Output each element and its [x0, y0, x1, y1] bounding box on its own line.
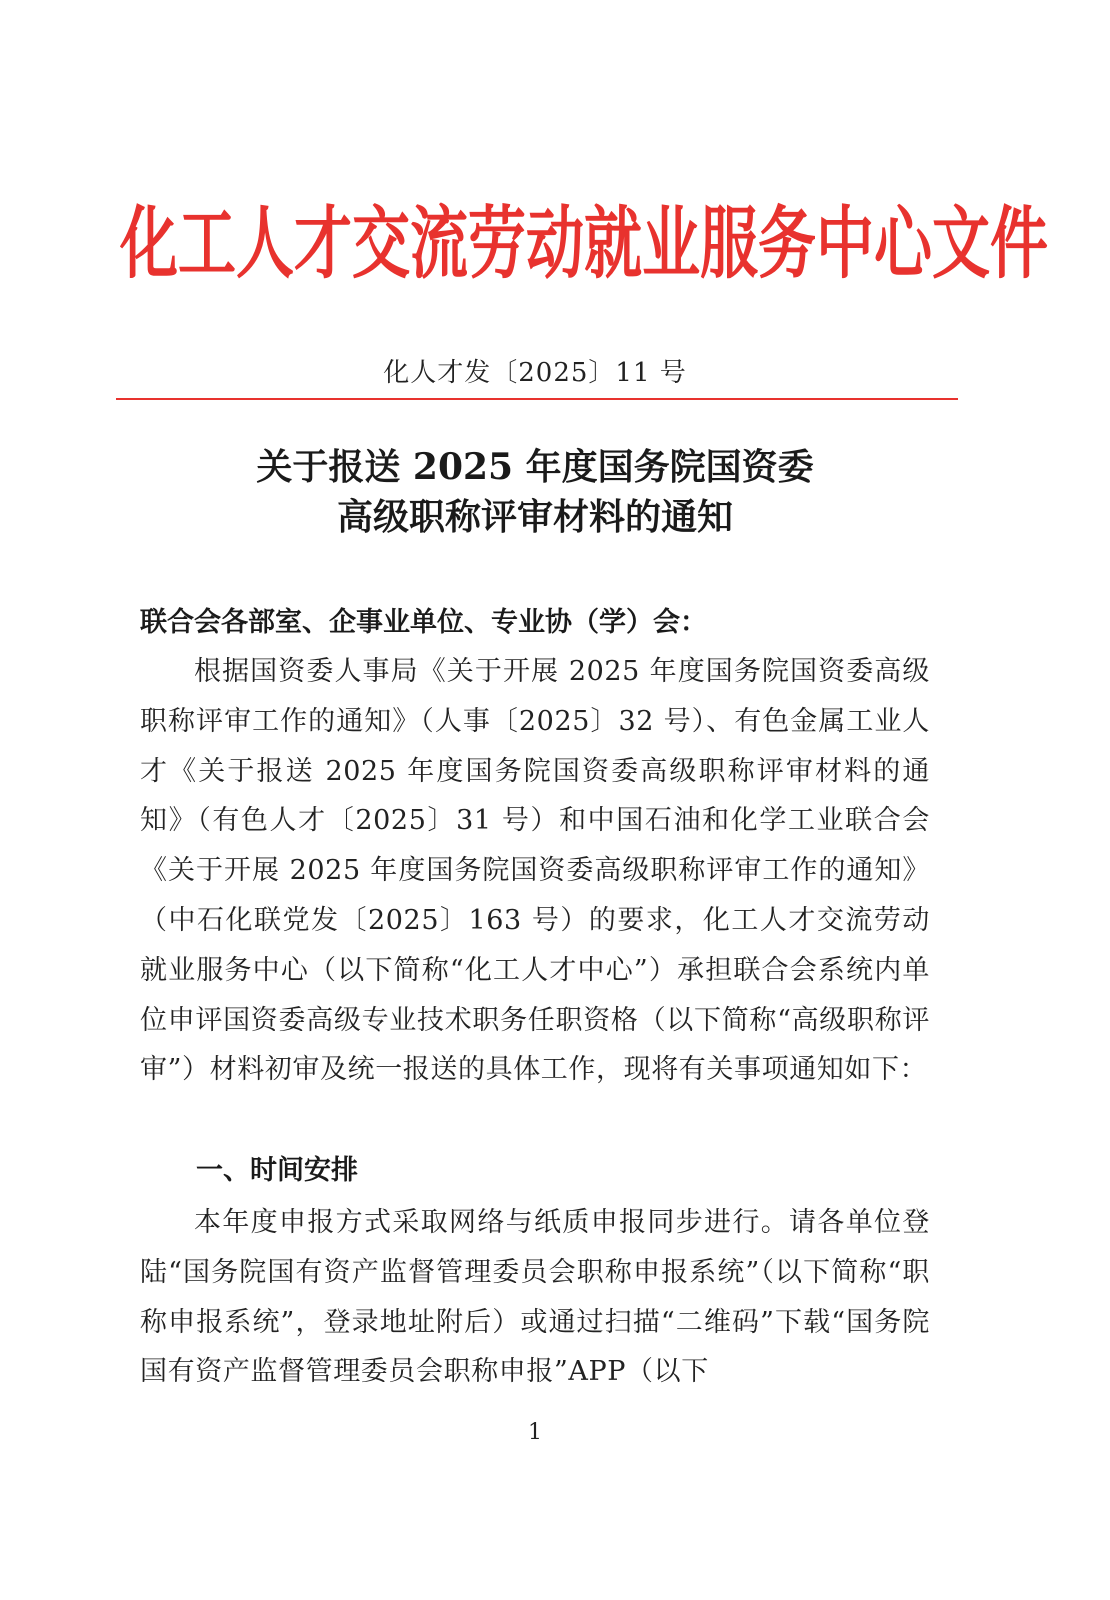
addressee: 联合会各部室、企事业单位、专业协（学）会：: [140, 607, 707, 638]
document-number: 化人才发〔2025〕11 号: [383, 358, 687, 388]
intro-paragraph: 根据国资委人事局《关于开展 2025 年度国务院国资委高级职称评审工作的通知》（人事〔2025〕32 号）、有色金属工业人才《关于报送 2025 年度国务院国资委高级职称评审材料的通知》（有色人才〔2025〕31 号）和中国石油和化学工业联合会《关于开展 2025 年度国务院国资委高级职称评审工作的通知》（中石化联党发〔2025〕163 号）的要求，化工人才交流劳动就业服务中心（以下简称“化工人才中心”）承担联合会系统内单位申评国资委高级专业技术职务任职资格（以下简称“高级职称评审”）材料初审及统一报送的具体工作，现将有关事项通知如下：: [140, 656, 930, 1086]
section-heading-schedule: 一、时间安排: [196, 1155, 358, 1186]
header-divider: [116, 398, 958, 400]
page-number: 1: [528, 1420, 542, 1445]
notice-title: [0, 442, 1070, 542]
issuing-org-header: 化工人才交流劳动就业服务中心文件: [120, 197, 1049, 290]
notice-title-line-2: 高级职称评审材料的通知: [336, 496, 733, 538]
notice-title-line-1: 关于报送 2025 年度国务院国资委: [256, 446, 814, 488]
schedule-paragraph: 本年度申报方式采取网络与纸质申报同步进行。请各单位登陆“国务院国有资产监督管理委员会职称申报系统”（以下简称“职称申报系统”，登录地址附后）或通过扫描“二维码”下载“国务院国有资产监督管理委员会职称申报”APP（以下: [140, 1207, 930, 1388]
